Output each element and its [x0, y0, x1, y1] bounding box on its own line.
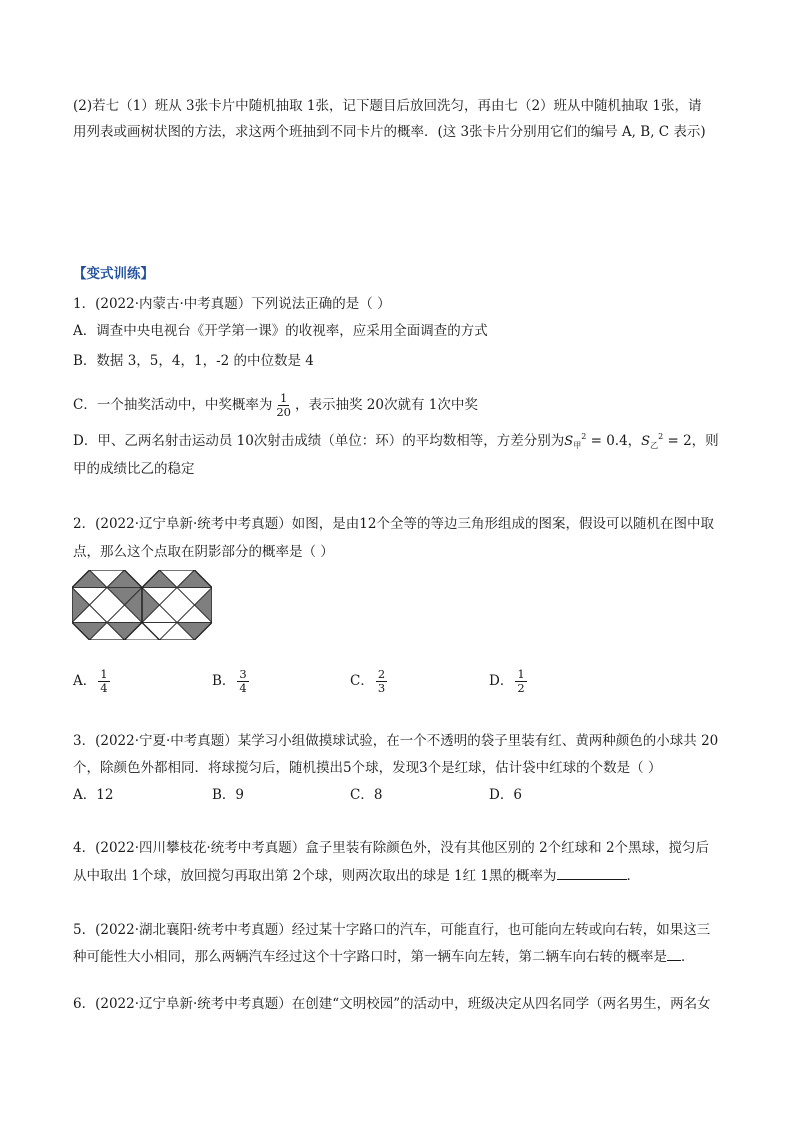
q3-option-d: D．6: [489, 787, 522, 803]
q1-option-d-line2: 甲的成绩比乙的稳定: [73, 461, 195, 477]
fraction-numerator: 1: [280, 391, 288, 405]
variance-jia: $S_甲^2$: [564, 432, 587, 450]
triangle-shaded: [195, 588, 213, 623]
q1-option-b: B．数据 3，5，4，1，-2 的中位数是 4: [73, 353, 314, 369]
q1-option-c-fraction: [274, 392, 293, 419]
fraction-denominator: 2: [517, 681, 525, 695]
q1-option-c-text-end: ，表示抽奖 20次就有 1次中奖: [294, 397, 478, 413]
fraction-numerator: 2: [377, 667, 386, 681]
q4-line2-end: ．: [626, 868, 641, 884]
fraction-denominator: 4: [239, 681, 247, 695]
q4-line2-text: 从中取出 1个球，放回搅匀再取出第 2个球，则两次取出的球是 1红 1黑的概率为: [73, 868, 557, 884]
q5-line2-text: 种可能性大小相同，那么两辆汽车经过这个十字路口时，第一辆车向左转，第二辆车向右转的概率是: [73, 949, 667, 965]
q2-option-c: [350, 668, 389, 695]
option-label: A．: [73, 673, 97, 689]
option-label: C．: [350, 673, 374, 689]
q5-line2: [73, 946, 695, 967]
option-label: D．: [489, 673, 514, 689]
variance-jia-value: = 0.4: [590, 433, 628, 449]
q1-option-c: [73, 392, 478, 419]
q2-option-b: [212, 668, 251, 695]
option-fraction: [376, 668, 387, 695]
variance-jia-sub: 甲: [573, 441, 582, 450]
fraction-numerator: 1: [100, 667, 108, 681]
q6-line1: 6．(2022·辽宁阜新·统考中考真题）在创建“文明校园”的活动中，班级决定从四名同学（两名男生，两名女: [73, 996, 711, 1012]
part2-line2: 用列表或画树状图的方法，求这两个班抽到不同卡片的概率．(这 3张卡片分别用它们的编号 A, B, C 表示): [73, 124, 706, 140]
q3-line1: 3．(2022·宁夏·中考真题）某学习小组做摸球试验，在一个不透明的袋子里装有红、黄两种颜色的小球共 20: [73, 733, 719, 749]
q4-line2: [73, 865, 640, 886]
triangle-hexagon-figure: [72, 570, 212, 640]
q1-option-d: D．甲、乙两名射击运动员 10次射击成绩（单位：环）的平均数相等，方差分别为$S_甲^2 = 0.4$，$S_乙^2 = 2$，则: [73, 432, 719, 450]
section-title: 【变式训练】: [73, 266, 154, 282]
fraction-numerator: 3: [239, 667, 247, 681]
fraction-denominator: 4: [100, 681, 108, 695]
triangle-shaded: [177, 623, 212, 641]
option-fraction: [515, 668, 526, 695]
variance-yi: $S_乙^2$: [641, 432, 664, 450]
q3-option-b: B．9: [212, 787, 245, 803]
q1-stem: 1．(2022·内蒙古·中考真题）下列说法正确的是（ ）: [73, 296, 391, 312]
answer-blank[interactable]: [557, 865, 627, 880]
q3-line2: 个，除颜色外都相同．将球搅匀后，随机摸出5个球，发现3个是红球，估计袋中红球的个数是（ ）: [73, 760, 662, 776]
q1-option-c-text: C．一个抽奖活动中，中奖概率为: [73, 397, 273, 413]
q1-option-d-text-end: ，则: [691, 433, 719, 449]
fraction-denominator: 3: [377, 681, 386, 695]
q4-line1: 4．(2022·四川攀枝花·统考中考真题）盒子里装有除颜色外，没有其他区别的 2个红球和 2个黑球，搅匀后: [73, 840, 710, 856]
q1-option-a: A．调查中央电视台《开学第一课》的收视率，应采用全面调查的方式: [73, 323, 488, 339]
q2-option-a: [73, 668, 112, 695]
q5-line2-end: ．: [681, 949, 695, 965]
q2-line1: 2．(2022·辽宁阜新·统考中考真题）如图，是由12个全等的等边三角形组成的图案，假设可以随机在图中取: [73, 516, 714, 532]
q2-line2: 点，那么这个点取在阴影部分的概率是（ ）: [73, 544, 334, 560]
q3-option-a: A．12: [73, 787, 114, 803]
option-label: B．: [212, 673, 236, 689]
q2-option-d: [489, 668, 529, 695]
q1-option-d-text: D．甲、乙两名射击运动员 10次射击成绩（单位：环）的平均数相等，方差分别为: [73, 433, 565, 449]
part2-line1: (2)若七（1）班从 3张卡片中随机抽取 1张，记下题目后放回洗匀，再由七（2）班从中随机抽取 1张，请: [73, 98, 702, 114]
variance-exponent: 2: [581, 432, 587, 441]
answer-blank[interactable]: [667, 946, 681, 961]
option-fraction: [237, 668, 248, 695]
variance-yi-sub: 乙: [650, 441, 659, 450]
variance-yi-value: = 2: [667, 433, 692, 449]
triangle: [160, 588, 195, 623]
variance-exponent: 2: [658, 432, 664, 441]
fraction-denominator: 20: [276, 405, 291, 419]
q5-line1: 5．(2022·湖北襄阳·统考中考真题）经过某十字路口的汽车，可能直行，也可能向左转或向右转，如果这三: [73, 922, 711, 938]
option-fraction: [98, 668, 109, 695]
fraction-numerator: 1: [517, 667, 525, 681]
q3-option-c: C．8: [350, 787, 383, 803]
